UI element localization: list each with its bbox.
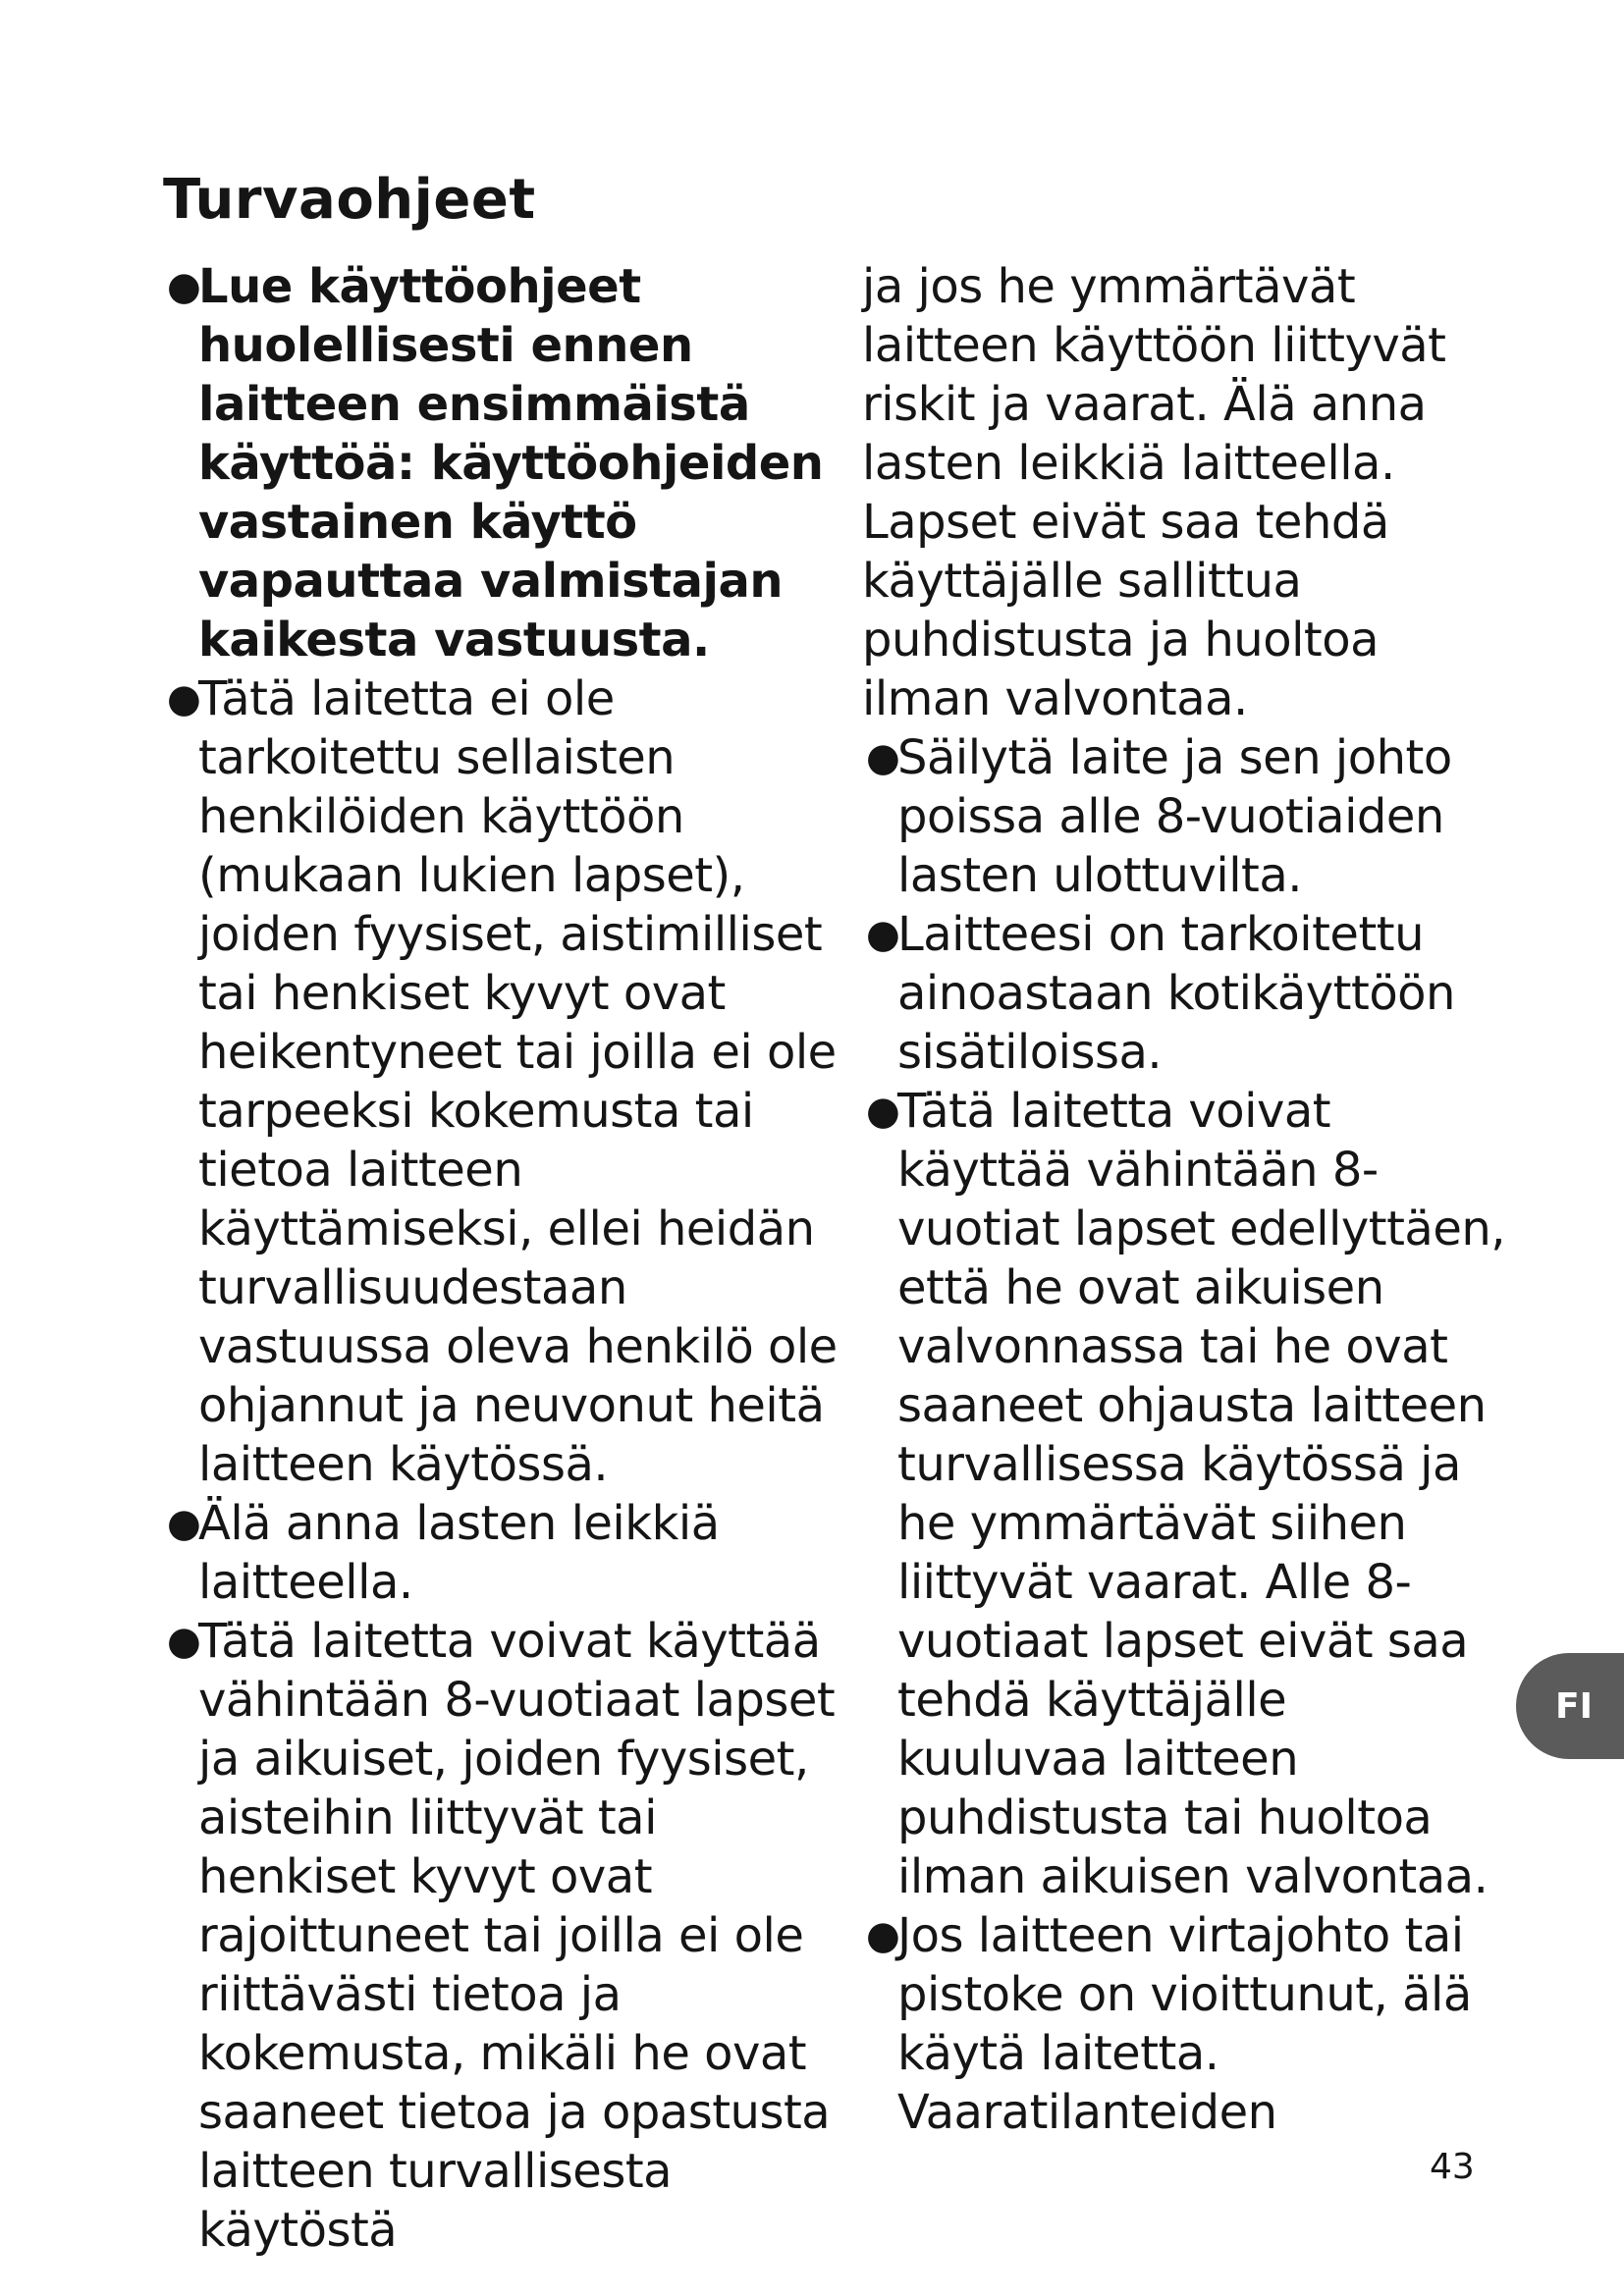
safety-item-age-8-users xyxy=(163,1612,862,2260)
safety-item-text: Tätä laitetta ei ole tarkoitettu sellaisten henkilöiden käyttöön (mukaan lukien lapset), joiden fyysiset, aistimilliset tai henkiset kyvyt ovat heikentyneet tai joilla ei ole tarpeeksi kokemusta tai tietoa laitteen käyttämiseksi, ellei heidän turvallisuudestaan vastuussa oleva henkilö ole ohjannut ja neuvonut heitä laitteen käytössä. xyxy=(198,671,838,1492)
page-title: Turvaohjeet xyxy=(163,168,536,232)
page-number: 43 xyxy=(1430,2147,1475,2187)
safety-item-damaged-cord xyxy=(862,1906,1510,2142)
safety-item-not-intended-for xyxy=(163,669,862,1494)
bullet-icon: ● xyxy=(866,735,900,780)
safety-item-storage xyxy=(862,728,1510,905)
safety-item-text: Laitteesi on tarkoitettu ainoastaan kotikäyttöön sisätiloissa. xyxy=(897,907,1455,1080)
safety-item-text: Tätä laitetta voivat käyttää vähintään 8-vuotiat lapset edellyttäen, että he ovat aikuisen valvonnassa tai he ovat saaneet ohjausta laitteen turvallisessa käytössä ja he ymmärtävät siihen liittyvät vaarat. Alle 8-vuotiaat lapset eivät saa tehdä käyttäjälle kuuluvaa laitteen puhdistusta tai huoltoa ilman aikuisen valvontaa. xyxy=(897,1084,1506,1904)
safety-item-continuation xyxy=(862,257,1510,728)
safety-item-household-use xyxy=(862,905,1510,1082)
left-column xyxy=(163,257,862,2260)
safety-item-text: Jos laitteen virtajohto tai pistoke on vioittunut, älä käytä laitetta. Vaaratilanteiden xyxy=(897,1908,1472,2140)
bullet-icon: ● xyxy=(167,1501,201,1546)
right-column xyxy=(862,257,1510,2142)
safety-item-text: Säilytä laite ja sen johto poissa alle 8-vuotiaiden lasten ulottuvilta. xyxy=(897,730,1452,903)
bullet-icon: ● xyxy=(167,1619,201,1664)
bullet-icon: ● xyxy=(866,1089,900,1134)
bullet-icon: ● xyxy=(167,264,201,309)
bullet-icon: ● xyxy=(866,912,900,957)
language-tab: FI xyxy=(1516,1653,1624,1759)
safety-item-text: Älä anna lasten leikkiä laitteella. xyxy=(198,1496,720,1610)
safety-item-text: Lue käyttöohjeet huolellisesti ennen laitteen ensimmäistä käyttöä: käyttöohjeiden vastainen käyttö vapauttaa valmistajan kaikesta vastuusta. xyxy=(198,259,824,667)
safety-item-supervised-children xyxy=(862,1082,1510,1906)
safety-item-children-play xyxy=(163,1494,862,1612)
safety-item-text: Tätä laitetta voivat käyttää vähintään 8-vuotiaat lapset ja aikuiset, joiden fyysiset, aisteihin liittyvät tai henkiset kyvyt ovat rajoittuneet tai joilla ei ole riittävästi tietoa ja kokemusta, mikäli he ovat saaneet tietoa ja opastusta laitteen turvallisesta käytöstä xyxy=(198,1614,836,2258)
bullet-icon: ● xyxy=(866,1913,900,1958)
safety-item-read-instructions xyxy=(163,257,862,669)
safety-item-text: ja jos he ymmärtävät laitteen käyttöön liittyvät riskit ja vaarat. Älä anna lasten leikkiä laitteella. Lapset eivät saa tehdä käyttäjälle sallittua puhdistusta ja huoltoa ilman valvontaa. xyxy=(862,259,1446,726)
bullet-icon: ● xyxy=(167,676,201,721)
